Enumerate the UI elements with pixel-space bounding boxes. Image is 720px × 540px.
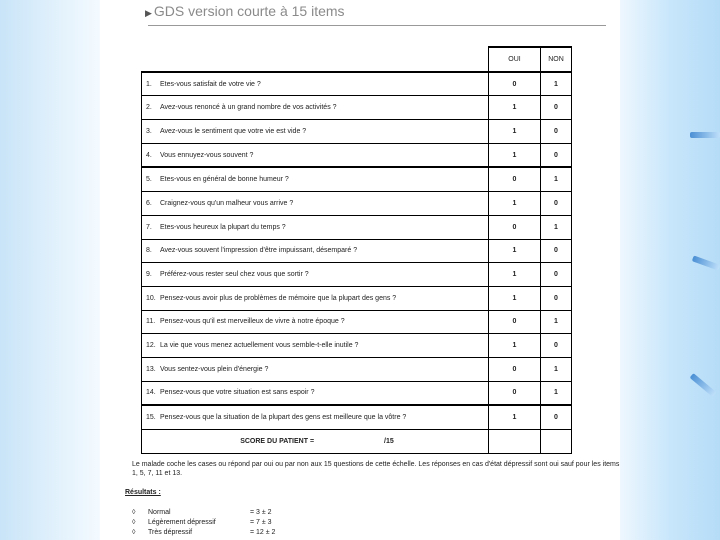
results-heading [125, 489, 161, 496]
question-text: Avez-vous souvent l'impression d'être impuissant, désemparé ? [160, 247, 358, 255]
question-number: 11. [146, 318, 156, 326]
question-cell [142, 192, 489, 216]
non-score-cell[interactable]: 0 [541, 405, 572, 429]
oui-score-cell[interactable]: 1 [489, 96, 541, 120]
table-row [142, 310, 572, 334]
slide-title [145, 3, 345, 19]
oui-score-cell[interactable]: 1 [489, 239, 541, 263]
non-score-cell[interactable]: 1 [541, 357, 572, 381]
diamond-bullet-icon: ◊ [132, 519, 136, 526]
score-non-cell [541, 430, 572, 454]
table-header-row [142, 47, 572, 72]
question-number: 1. [146, 80, 152, 88]
results-list [132, 508, 275, 538]
oui-score-cell[interactable]: 0 [489, 167, 541, 191]
oui-score-cell[interactable]: 0 [489, 215, 541, 239]
oui-score-cell[interactable]: 0 [489, 381, 541, 405]
question-cell [142, 72, 489, 96]
question-number: 6. [146, 199, 152, 207]
question-cell [142, 143, 489, 167]
question-text: Vous sentez-vous plein d'énergie ? [160, 365, 269, 373]
result-item [132, 528, 275, 538]
score-row [142, 430, 572, 454]
results-title: Résultats [125, 489, 157, 496]
question-number: 8. [146, 247, 152, 255]
table-row [142, 405, 572, 429]
instructions-note: Le malade coche les cases ou répond par oui ou par non aux 15 questions de cette échelle. Les réponses en cas d'état dépressif sont oui sauf pour les items 1, 5, 7, 11 et 13. [132, 461, 620, 477]
question-text: Pensez-vous que la situation de la plupart des gens est meilleure que la vôtre ? [160, 414, 407, 422]
decorative-bar [692, 255, 720, 270]
table-row [142, 120, 572, 144]
question-number: 3. [146, 127, 152, 135]
question-text: Avez-vous renoncé à un grand nombre de vos activités ? [160, 104, 337, 112]
oui-score-cell[interactable]: 1 [489, 143, 541, 167]
question-cell [142, 167, 489, 191]
question-cell [142, 405, 489, 429]
table-row [142, 167, 572, 191]
non-score-cell[interactable]: 0 [541, 120, 572, 144]
oui-score-cell[interactable]: 1 [489, 192, 541, 216]
question-number: 5. [146, 176, 152, 184]
result-label: Légèrement dépressif [148, 519, 216, 526]
question-text: Etes-vous en général de bonne humeur ? [160, 176, 289, 184]
non-score-cell[interactable]: 1 [541, 381, 572, 405]
non-score-cell[interactable]: 1 [541, 72, 572, 96]
question-cell [142, 239, 489, 263]
table-row [142, 334, 572, 358]
table-row [142, 263, 572, 287]
question-text: Pensez-vous qu'il est merveilleux de vivre à notre époque ? [160, 318, 345, 326]
table-row [142, 96, 572, 120]
score-label: SCORE DU PATIENT = [240, 437, 315, 445]
decorative-bar [690, 132, 720, 138]
score-oui-cell [489, 430, 541, 454]
non-score-cell[interactable]: 0 [541, 334, 572, 358]
non-score-cell[interactable]: 1 [541, 310, 572, 334]
diamond-bullet-icon: ◊ [132, 509, 136, 516]
question-cell [142, 96, 489, 120]
question-text: Préférez-vous rester seul chez vous que sortir ? [160, 271, 309, 279]
header-non: NON [541, 47, 572, 72]
oui-score-cell[interactable]: 0 [489, 72, 541, 96]
question-text: La vie que vous menez actuellement vous semble-t-elle inutile ? [160, 342, 359, 350]
score-max: /15 [384, 437, 394, 445]
question-text: Etes-vous heureux la plupart du temps ? [160, 223, 286, 231]
question-cell [142, 120, 489, 144]
oui-score-cell[interactable]: 1 [489, 405, 541, 429]
question-cell [142, 286, 489, 310]
table-row [142, 72, 572, 96]
oui-score-cell[interactable]: 1 [489, 263, 541, 287]
table-row [142, 239, 572, 263]
non-score-cell[interactable]: 0 [541, 96, 572, 120]
triangle-bullet-icon: ▶ [145, 8, 152, 18]
gds-table [141, 46, 572, 454]
table-row [142, 215, 572, 239]
non-score-cell[interactable]: 0 [541, 239, 572, 263]
document-page [100, 0, 620, 540]
result-item [132, 508, 275, 518]
diamond-bullet-icon: ◊ [132, 529, 136, 536]
result-value: = 3 ± 2 [250, 509, 272, 516]
table-row [142, 192, 572, 216]
question-number: 2. [146, 104, 152, 112]
question-text: Pensez-vous que votre situation est sans espoir ? [160, 389, 315, 397]
non-score-cell[interactable]: 0 [541, 286, 572, 310]
question-number: 14. [146, 389, 156, 397]
non-score-cell[interactable]: 0 [541, 263, 572, 287]
question-number: 12. [146, 342, 156, 350]
question-number: 10. [146, 294, 156, 302]
title-text: GDS version courte à 15 items [153, 3, 345, 19]
left-background-strip [0, 0, 100, 540]
non-score-cell[interactable]: 1 [541, 167, 572, 191]
non-score-cell[interactable]: 0 [541, 143, 572, 167]
oui-score-cell[interactable]: 1 [489, 334, 541, 358]
result-label: Normal [148, 509, 171, 516]
question-text: Pensez-vous avoir plus de problèmes de mémoire que la plupart des gens ? [160, 294, 397, 302]
question-cell [142, 310, 489, 334]
non-score-cell[interactable]: 1 [541, 215, 572, 239]
question-number: 4. [146, 151, 152, 159]
question-number: 9. [146, 271, 152, 279]
non-score-cell[interactable]: 0 [541, 192, 572, 216]
question-cell [142, 215, 489, 239]
result-item [132, 518, 275, 528]
results-colon: : [156, 489, 161, 496]
result-value: = 7 ± 3 [250, 519, 272, 526]
result-label: Très dépressif [148, 529, 193, 536]
score-cell [142, 430, 489, 454]
question-cell [142, 381, 489, 405]
question-cell [142, 334, 489, 358]
question-text: Etes-vous satisfait de votre vie ? [160, 80, 261, 88]
oui-score-cell[interactable]: 0 [489, 310, 541, 334]
result-value: = 12 ± 2 [250, 529, 276, 536]
question-cell [142, 263, 489, 287]
oui-score-cell[interactable]: 1 [489, 120, 541, 144]
question-text: Craignez-vous qu'un malheur vous arrive ? [160, 199, 294, 207]
oui-score-cell[interactable]: 0 [489, 357, 541, 381]
question-number: 13. [146, 365, 156, 373]
question-cell [142, 357, 489, 381]
question-text: Vous ennuyez-vous souvent ? [160, 151, 254, 159]
question-number: 7. [146, 223, 152, 231]
header-oui: OUI [489, 47, 541, 72]
right-background-strip [620, 0, 720, 540]
decorative-bar [690, 373, 717, 397]
table-row [142, 286, 572, 310]
title-divider [148, 25, 606, 26]
question-text: Avez-vous le sentiment que votre vie est vide ? [160, 127, 307, 135]
table-row [142, 381, 572, 405]
question-number: 15. [146, 414, 156, 422]
oui-score-cell[interactable]: 1 [489, 286, 541, 310]
table-row [142, 143, 572, 167]
table-row [142, 357, 572, 381]
